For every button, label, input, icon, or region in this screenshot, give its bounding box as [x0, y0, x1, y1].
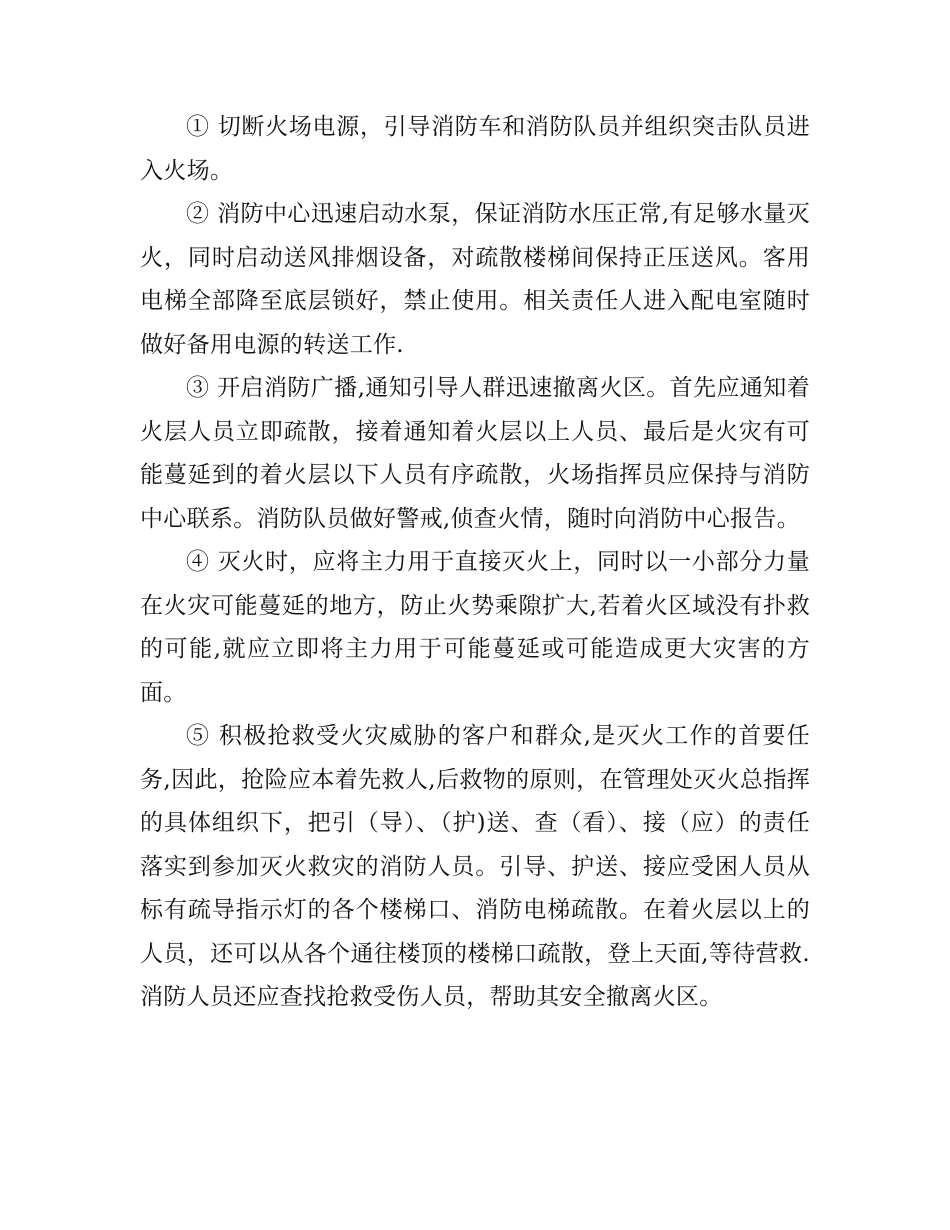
paragraph-2: ② 消防中心迅速启动水泵，保证消防水压正常,有足够水量灭火，同时启动送风排烟设备，对疏散楼梯间保持正压送风。客用电梯全部降至底层锁好，禁止使用。相关责任人进入配电室随时做好备用电源的转送工作. — [140, 201, 810, 358]
document-body — [140, 106, 810, 1020]
paragraph-1: ① 切断火场电源，引导消防车和消防队员并组织突击队员进入火场。 — [140, 114, 810, 184]
paragraph-3: ③ 开启消防广播,通知引导人群迅速撤离火区。首先应通知着火层人员立即疏散，接着通知着火层以上人员、最后是火灾有可能蔓延到的着火层以下人员有序疏散，火场指挥员应保持与消防中心联系。消防队员做好警戒,侦查火情，随时向消防中心报告。 — [140, 375, 810, 532]
paragraph-5: ⑤ 积极抢救受火灾威胁的客户和群众,是灭火工作的首要任务,因此，抢险应本着先救人,后救物的原则，在管理处灭火总指挥的具体组织下，把引（导）、（护)送、查（看）、接（应）的责任落实到参加灭火救灾的消防人员。引导、护送、接应受困人员从标有疏导指示灯的各个楼梯口、消防电梯疏散。在着火层以上的人员，还可以从各个通往楼顶的楼梯口疏散，登上天面,等待营救.消防人员还应查找抢救受伤人员，帮助其安全撤离火区。 — [140, 723, 810, 1010]
paragraph-4: ④ 灭火时，应将主力用于直接灭火上，同时以一小部分力量在火灾可能蔓延的地方，防止火势乘隙扩大,若着火区域没有扑救的可能,就应立即将主力用于可能蔓延或可能造成更大灾害的方面。 — [140, 549, 810, 706]
